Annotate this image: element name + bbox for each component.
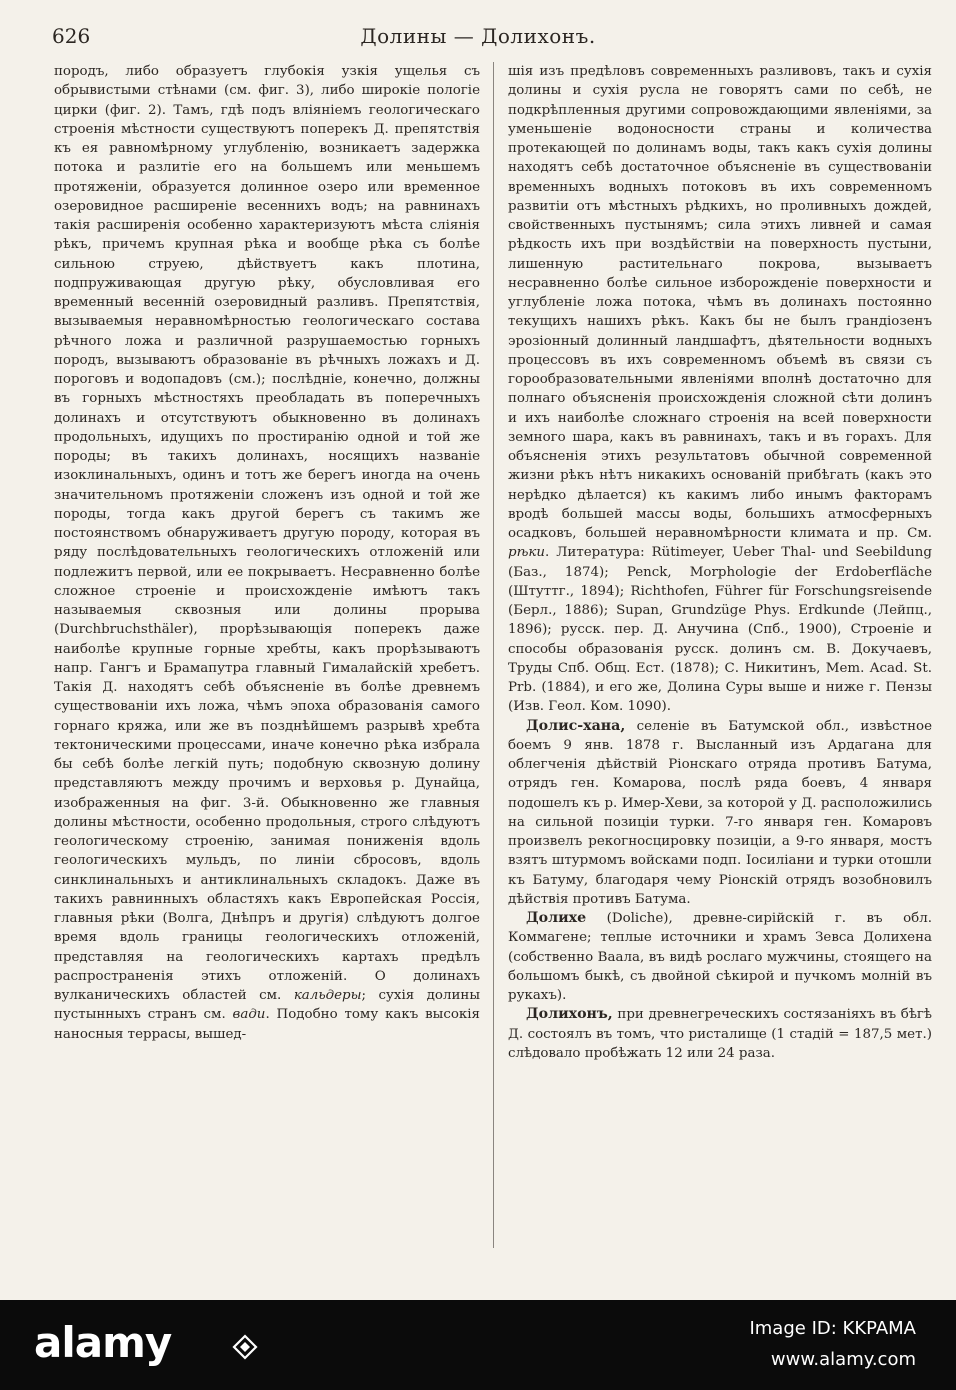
left-column xyxy=(54,62,480,1044)
cross-reference: кальдеры xyxy=(293,988,362,1003)
alamy-logo: alamy xyxy=(34,1318,172,1367)
article-text-left: породъ, либо образуетъ глубокія узкія ущелья съ обрывистыми стѣнами (см. фиг. 3), либо широкіе пологіе цирки (фиг. 2). Тамъ, гдѣ подъ вліяніемъ геологическаго строенія мѣстности существуютъ поперекъ Д. препятствія къ ея равномѣрному углубленію, возникаетъ задержка потока и разлитіе его на большемъ или меньшемъ протяженіи, образуется долинное озеро или временное озеровидное расширеніе весеннихъ водъ; на равнинахъ такія расширенія особенно характеризуютъ мѣста сліянія рѣкъ, причемъ крупная рѣка и вообще рѣка съ болѣе сильною струею, дѣйствуетъ какъ плотина, подпруживающая другую рѣку, обусловливая его временный весенній озеровидный разливъ. Препятствія, вызываемыя неравномѣрностью геологическаго состава рѣчного ложа и различной разрушаемостью горныхъ породъ, вызываютъ образованіе въ рѣчныхъ ложахъ и Д. пороговъ и водопадовъ (см.); послѣдніе, конечно, должны въ горныхъ мѣстностяхъ преобладать въ поперечныхъ долинахъ и отсутствуютъ обыкновенно въ долинахъ продольныхъ, идущихъ по простиранію одной и той же породы; въ такихъ долинахъ, носящихъ названіе изоклинальныхъ, одинъ и тотъ же берегъ иногда на очень значительномъ протяженіи сложенъ изъ одной и той же породы, тогда какъ другой берегъ съ такимъ же постоянствомъ обнаруживаетъ другую породу, которая въ ряду послѣдовательныхъ геологическихъ отложеній или подлежитъ первой, или ее покрываетъ. Несравненно болѣе сложное строеніе и происхожденіе имѣютъ такъ называемыя сквозныя или долины прорыва (Durchbruchsthäler), прорѣзывающія поперекъ даже наиболѣе крупные горные хребты, какъ прорѣзываютъ напр. Гангъ и Брамапутра главный Гималайскій хребетъ. Такія Д. находятъ себѣ объясненіе въ болѣе древнемъ существованіи ихъ ложа, чѣмъ эпоха образованія самого горнаго кряжа, или же въ позднѣйшемъ разрывѣ хребта тектоническими процессами, иначе конечно рѣка избрала бы себѣ болѣе легкій путь; подобную сквозную долину представляютъ между прочимъ и верховья р. Дунайца, изображенныя на фиг. 3-й. Обыкновенно же главныя долины мѣстности, особенно продольныя, строго слѣдуютъ геологическому строенію, занимая пониженія вдоль геологическихъ мульдъ, по линіи сбросовъ, вдоль синклинальныхъ и антиклинальныхъ складокъ. Даже въ такихъ равнинныхъ областяхъ какъ Европейская Россія, главныя рѣки (Волга, Днѣпръ и другія) слѣдуютъ долгое время вдоль границы геологическихъ отложеній, представляя на геологическихъ картахъ предѣлъ распространенія этихъ отложеній. О долинахъ вулканическихъ областей см. кальдеры; сухія долины пустынныхъ странъ см. вади. Подобно тому какъ высокія наносныя террасы, вышед- xyxy=(54,64,480,1042)
page-number: 626 xyxy=(52,24,91,48)
running-header xyxy=(52,24,904,52)
entry-dolis-khana: Долис-хана, селеніе въ Батумской обл., извѣстное боемъ 9 янв. 1878 г. Высланный изъ Ардагана для облегченія дѣйствій Ріонскаго отряда противъ Батума, отрядъ ген. Комарова, послѣ ряда боевъ, 4 января подошелъ къ р. Имер-Хеви, за которой у Д. расположились на сильной позиціи турки. 7-го января ген. Комаровъ произвелъ рекогносцировку позиціи, а 9-го января, мостъ взятъ штурмомъ войсками подп. Іосиліани и турки отошли къ Батуму, благодаря чему Ріонскій отрядъ возобновилъ дѣйствія противъ Батума. xyxy=(508,717,932,907)
cross-reference: рѣки xyxy=(508,545,546,561)
cross-reference: вади xyxy=(232,1007,266,1023)
entry-headword: Долихонъ, xyxy=(526,1006,613,1023)
stock-info xyxy=(749,1318,916,1370)
entry-headword: Долихе xyxy=(526,910,587,926)
entry-headword: Долис-хана, xyxy=(526,717,626,734)
right-column xyxy=(508,62,932,1063)
entry-dolikhe: Долихе (Doliche), древне-сирійскій г. въ обл. Коммагене; теплые источники и храмъ Зевса Долихена (собственно Ваала, въ видѣ рослаго мужчины, стоящего на большомъ быкѣ, съ двойной сѣкирой и пучкомъ молній въ рукахъ). xyxy=(508,910,932,1003)
entry-dolikhon: Долихонъ, при древнегреческихъ состязаніяхъ въ бѣгѣ Д. состоялъ въ томъ, что ристалище (1 стадій = 187,5 мет.) слѣдовало пробѣжать 12 или 24 раза. xyxy=(508,1006,932,1061)
article-text-continued: шія изъ предѣловъ современныхъ разливовъ, такъ и сухія долины и сухія русла не говорятъ сами по себѣ, не подкрѣпленныя другими сопровождающими явленіями, за уменьшеніе водоносности страны и количества протекающей по долинамъ воды, такъ какъ сухія долины находятъ себѣ достаточное объясненіе въ существованіи временныхъ водныхъ потоковъ въ ихъ современномъ развитіи отъ мѣстныхъ рѣдкихъ, но проливныхъ дождей, свойственныхъ пустынямъ; сила этихъ ливней и самая рѣдкость ихъ при воздѣйствіи на поверхность пустыни, лишенную растительнаго покрова, вызываетъ несравненно болѣе сильное изборожденіе поверхности и углубленіе ложа потока, чѣмъ въ долинахъ постоянно текущихъ нашихъ рѣкъ. Какъ бы не былъ грандіозенъ эрозіонный долинный ландшафтъ, дѣятельности водныхъ процессовъ въ ихъ современномъ объемѣ въ связи съ горообразовательными явленіями вполнѣ достаточно для полнаго объясненія происхожденія сложной сѣти долинъ и ихъ наиболѣе сложнаго строенія на всей поверхности земного шара, какъ въ равнинахъ, такъ и въ горахъ. Для объясненія этихъ результатовъ обычной современной жизни рѣкъ нѣтъ никакихъ основаній прибѣгать (какъ это нерѣдко дѣлается) къ какимъ либо инымъ факторамъ вродѣ большей массы воды, большихъ атмосферныхъ осадковъ, большей неравномѣрности климата и пр. См. рѣки. Литература: Rütimeyer, Ueber Thal- und Seebildung (Баз., 1874); Penck, Morphologie der Erdoberfläche (Штуттг., 1894); Richthofen, Führer für Forschungsreisende (Берл., 1886); Supan, Grundzüge Phys. Erdkunde (Лейпц., 1896); русск. пер. Д. Анучина (Спб., 1900), Строеніе и способы образованія русск. долинъ см. В. Докучаевъ, Труды Спб. Общ. Ест. (1878); С. Никитинъ, Mem. Acad. St. Prb. (1884), и его же, Долина Суры выше и ниже г. Пензы (Изв. Геол. Ком. 1090). xyxy=(508,64,932,715)
running-title: Долины — Долихонъ. xyxy=(360,24,596,48)
logo-mark-icon xyxy=(232,1334,258,1360)
image-id: Image ID: KKPAMA xyxy=(749,1318,916,1339)
site-url[interactable]: www.alamy.com xyxy=(770,1349,916,1370)
column-divider xyxy=(493,62,494,1248)
